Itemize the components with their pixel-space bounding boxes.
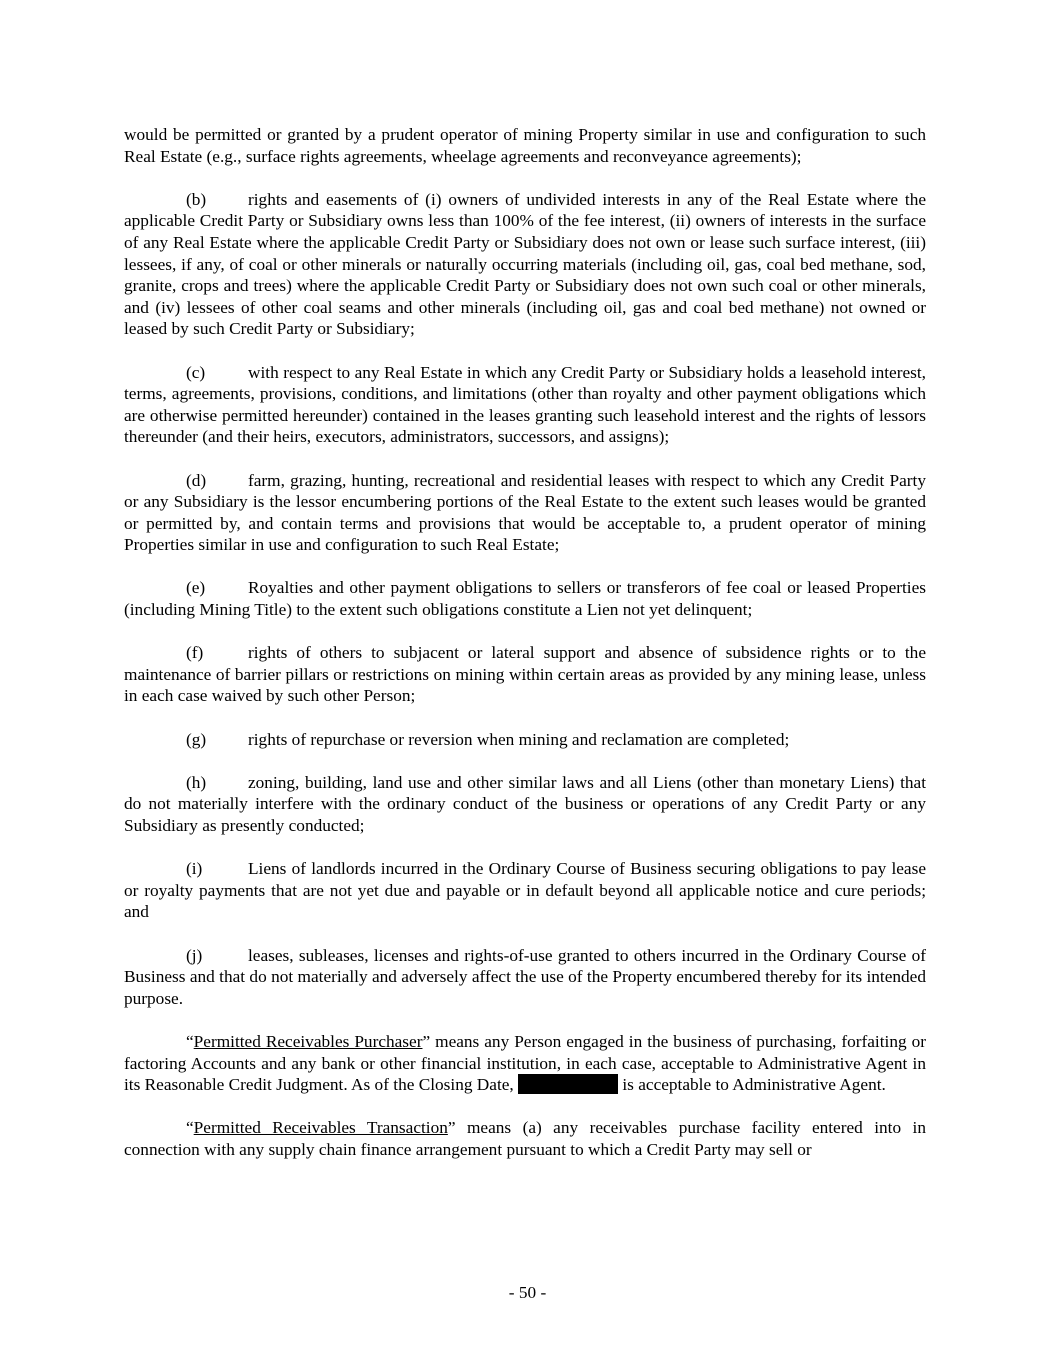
clause-text: Royalties and other payment obligations to sellers or transferors of fee coal or leased Properties (including Mining Title) to the extent such obligations constitute a Lien not yet delinquent; (124, 578, 926, 620)
clause-i (124, 858, 926, 923)
clause-f (124, 642, 926, 707)
clause-g (124, 729, 926, 751)
clause-label: (f) (186, 643, 204, 663)
clause-label: (d) (186, 470, 207, 490)
page-number: - 50 - (508, 1283, 547, 1302)
clause-e (124, 577, 926, 620)
clause-label: (j) (186, 945, 203, 965)
definition-permitted-receivables-transaction (124, 1117, 926, 1160)
clause-text: Liens of landlords incurred in the Ordinary Course of Business securing obligations to pay lease or royalty payments that are not yet due and payable or in default beyond all applicable notice and cure periods; and (124, 859, 926, 922)
definition-text: ” means (a) any receivables purchase facility entered into in connection with any supply chain finance arrangement pursuant to which a Credit Party may sell or (124, 1118, 926, 1159)
clause-text: rights of others to subjacent or lateral support and absence of subsidence rights or to the maintenance of barrier pillars or restrictions on mining within certain areas as provided by any mining lease, unless in each case waived by such other Person; (124, 643, 926, 706)
clause-label: (c) (186, 362, 206, 382)
clause-label: (b) (186, 189, 207, 209)
definition-permitted-receivables-purchaser (124, 1031, 926, 1096)
clause-text: rights and easements of (i) owners of undivided interests in any of the Real Estate where the applicable Credit Party or Subsidiary owns less than 100% of the fee interest, (ii) owners of interests in the surface of any Real Estate where the applicable Credit Party or Subsidiary does not own or lease such surface interest, (iii) lessees, if any, of coal or other minerals or naturally occurring materials (including oil, gas, coal bed methane, sod, granite, crops and trees) where the applicable Credit Party or Subsidiary does not own such coal or other minerals, and (iv) lessees of other coal seams and other minerals (including oil, gas and coal bed methane) not owned or leased by such Credit Party or Subsidiary; (124, 189, 926, 339)
open-quote: “ (186, 1118, 194, 1138)
definition-text-after: is acceptable to Administrative Agent. (618, 1075, 886, 1095)
defined-term: Permitted Receivables Transaction (193, 1118, 448, 1138)
definition-text: ” means any Person engaged in the business of purchasing, forfaiting or factoring Accounts and any bank or other financial institution, in each case, acceptable to Administrative Agent in its Reasonable Credit Judgment. As of the Closing Date, (124, 1031, 926, 1095)
clause-label: (i) (186, 859, 203, 879)
redaction-box (518, 1074, 618, 1094)
clause-text: farm, grazing, hunting, recreational and residential leases with respect to which any Credit Party or any Subsidiary is the lessor encumbering portions of the Real Estate to the extent such leases would be granted or permitted by, and contain terms and provisions that would be acceptable to, a prudent operator of mining Properties similar in use and configuration to such Real Estate; (124, 470, 926, 555)
clause-c (124, 362, 926, 448)
clause-b (124, 189, 926, 340)
defined-term: Permitted Receivables Purchaser (193, 1031, 423, 1051)
intro-paragraph: would be permitted or granted by a prudent operator of mining Property similar in use and configuration to such Real Estate (e.g., surface rights agreements, wheelage agreements and reconveyance agreements); (124, 125, 926, 166)
clause-text: zoning, building, land use and other similar laws and all Liens (other than monetary Liens) that do not materially interfere with the ordinary conduct of the business or operations of any Credit Party or any Subsidiary as presently conducted; (124, 772, 926, 835)
clause-text: leases, subleases, licenses and rights-of-use granted to others incurred in the Ordinary Course of Business and that do not materially and adversely affect the use of the Property encumbered thereby for its intended purpose. (124, 945, 926, 1008)
clause-h (124, 772, 926, 837)
clause-label: (g) (186, 729, 207, 749)
clause-j (124, 945, 926, 1010)
clause-text: with respect to any Real Estate in which any Credit Party or Subsidiary holds a leasehold interest, terms, agreements, provisions, conditions, and limitations (other than royalty and other payment obligations which are otherwise permitted hereunder) contained in the leases granting such leasehold interest and the rights of lessors thereunder (and their heirs, executors, administrators, successors, and assigns); (124, 362, 926, 447)
clause-label: (h) (186, 772, 207, 792)
clause-text: rights of repurchase or reversion when mining and reclamation are completed; (248, 729, 790, 749)
clause-label: (e) (186, 578, 206, 598)
document-page (124, 124, 926, 1182)
clause-d (124, 470, 926, 556)
open-quote: “ (186, 1031, 194, 1051)
